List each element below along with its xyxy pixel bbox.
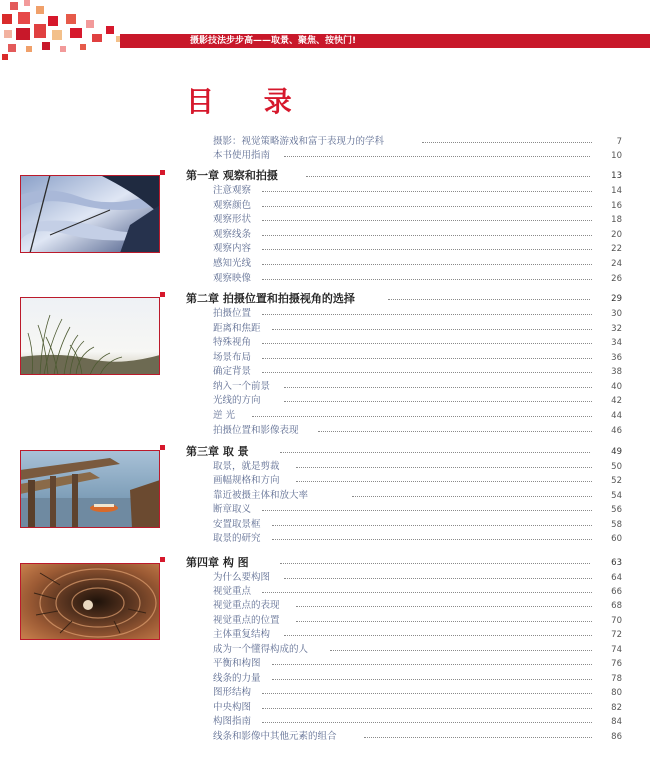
toc-item-row[interactable] bbox=[0, 242, 622, 256]
leader-dots bbox=[388, 299, 590, 300]
toc-page-number: 64 bbox=[611, 573, 622, 583]
toc-page-number: 56 bbox=[611, 505, 622, 515]
toc-item-label: 观察颜色 bbox=[213, 200, 252, 211]
leader-dots bbox=[262, 279, 592, 280]
leader-dots bbox=[252, 416, 592, 417]
toc-page-number: 7 bbox=[616, 137, 622, 147]
leader-dots bbox=[262, 708, 592, 709]
leader-dots bbox=[306, 176, 590, 177]
toc-item-row[interactable] bbox=[0, 380, 622, 394]
toc-item-label: 距离和焦距 bbox=[213, 323, 261, 334]
toc-item-row[interactable] bbox=[0, 532, 622, 546]
toc-item-row[interactable] bbox=[0, 199, 622, 213]
toc-item-label: 成为一个懂得构成的人 bbox=[213, 644, 309, 655]
leader-dots bbox=[296, 621, 592, 622]
toc-item-label: 图形结构 bbox=[213, 687, 252, 698]
toc-page-number: 58 bbox=[611, 520, 622, 530]
toc-item-row[interactable] bbox=[0, 686, 622, 700]
leader-dots bbox=[422, 142, 592, 143]
toc-item-label: 取景，就是剪裁 bbox=[213, 461, 280, 472]
toc-page-number: 66 bbox=[611, 587, 622, 597]
leader-dots bbox=[262, 235, 592, 236]
toc-item-row[interactable] bbox=[0, 394, 622, 408]
toc-item-label: 线条的力量 bbox=[213, 673, 261, 684]
toc-page-number: 70 bbox=[611, 616, 622, 626]
toc-page-number: 50 bbox=[611, 462, 622, 472]
leader-dots bbox=[280, 452, 590, 453]
toc-item-label: 线条和影像中其他元素的组合 bbox=[213, 731, 337, 742]
toc-page-number: 84 bbox=[611, 717, 622, 727]
leader-dots bbox=[284, 635, 592, 636]
leader-dots bbox=[262, 592, 592, 593]
chapter-4-heading[interactable] bbox=[0, 556, 622, 570]
toc-page-number: 72 bbox=[611, 630, 622, 640]
toc-item-label: 纳入一个前景 bbox=[213, 381, 271, 392]
toc-item-label: 主体重复结构 bbox=[213, 629, 271, 640]
toc-item-row[interactable] bbox=[0, 257, 622, 271]
toc-item-row[interactable] bbox=[0, 351, 622, 365]
leader-dots bbox=[284, 156, 590, 157]
toc-page-number: 22 bbox=[611, 244, 622, 254]
chapter-3-heading[interactable] bbox=[0, 445, 622, 459]
toc-item-label: 取景的研究 bbox=[213, 533, 261, 544]
leader-dots bbox=[364, 737, 592, 738]
toc-item-row[interactable] bbox=[0, 585, 622, 599]
toc-item-row[interactable] bbox=[0, 213, 622, 227]
toc-page-number: 34 bbox=[611, 338, 622, 348]
toc-item-row[interactable] bbox=[0, 518, 622, 532]
toc-item-label: 场景布局 bbox=[213, 352, 252, 363]
leader-dots bbox=[262, 722, 592, 723]
toc-item-row[interactable] bbox=[0, 322, 622, 336]
toc-item-label: 摄影：视觉策略游戏和富于表现力的学科 bbox=[213, 136, 385, 147]
toc-title: 目 录 bbox=[186, 85, 312, 118]
chapter-title: 第三章 取 景 bbox=[186, 445, 249, 458]
chapter-title: 第四章 构 图 bbox=[186, 556, 249, 569]
toc-item-label: 视觉重点 bbox=[213, 586, 252, 597]
toc-item-label: 构图指南 bbox=[213, 716, 252, 727]
toc-item-label: 观察形状 bbox=[213, 214, 252, 225]
leader-dots bbox=[272, 525, 592, 526]
toc-item-row[interactable] bbox=[0, 715, 622, 729]
toc-page-number: 32 bbox=[611, 324, 622, 334]
leader-dots bbox=[352, 496, 592, 497]
toc-item-label: 为什么要构图 bbox=[213, 572, 271, 583]
chapter-title: 第一章 观察和拍摄 bbox=[186, 169, 278, 182]
toc-page-number: 26 bbox=[611, 274, 622, 284]
toc-item-row[interactable] bbox=[0, 701, 622, 715]
toc-item-label: 拍摄位置和影像表现 bbox=[213, 425, 299, 436]
toc-page-number: 44 bbox=[611, 411, 622, 421]
toc-page-number: 14 bbox=[611, 186, 622, 196]
toc-page-number: 16 bbox=[611, 201, 622, 211]
leader-dots bbox=[262, 372, 592, 373]
toc-page-number: 20 bbox=[611, 230, 622, 240]
toc-item-label: 光线的方向 bbox=[213, 395, 261, 406]
leader-dots bbox=[272, 679, 592, 680]
toc-item-row[interactable] bbox=[0, 730, 622, 744]
toc-page-number: 42 bbox=[611, 396, 622, 406]
toc-page-number: 24 bbox=[611, 259, 622, 269]
toc-page-number: 68 bbox=[611, 601, 622, 611]
toc-item-row[interactable] bbox=[0, 643, 622, 657]
toc-item-row[interactable] bbox=[0, 503, 622, 517]
toc-page-number: 13 bbox=[611, 171, 622, 181]
leader-dots bbox=[284, 387, 592, 388]
toc-item-row[interactable] bbox=[0, 628, 622, 642]
toc-item-row[interactable] bbox=[0, 672, 622, 686]
toc-page-number: 76 bbox=[611, 659, 622, 669]
toc-page-number: 18 bbox=[611, 215, 622, 225]
leader-dots bbox=[296, 467, 592, 468]
toc-item-row[interactable] bbox=[0, 307, 622, 321]
leader-dots bbox=[284, 401, 592, 402]
toc-page-number: 49 bbox=[611, 447, 622, 457]
leader-dots bbox=[280, 563, 590, 564]
toc-item-label: 视觉重点的位置 bbox=[213, 615, 280, 626]
toc-item-label: 平衡和构图 bbox=[213, 658, 261, 669]
toc-item-label: 观察映像 bbox=[213, 273, 252, 284]
leader-dots bbox=[262, 510, 592, 511]
toc-item-label: 观察内容 bbox=[213, 243, 252, 254]
toc-item-label: 安置取景框 bbox=[213, 519, 261, 530]
toc-item-row[interactable] bbox=[0, 489, 622, 503]
toc-item-row[interactable] bbox=[0, 184, 622, 198]
toc-item-label: 本书使用指南 bbox=[213, 150, 271, 161]
toc-page-number: 29 bbox=[611, 294, 622, 304]
toc-item-row[interactable] bbox=[0, 474, 622, 488]
toc-item-row[interactable] bbox=[0, 614, 622, 628]
toc-item-row[interactable] bbox=[0, 657, 622, 671]
header-mosaic-decoration bbox=[0, 0, 150, 62]
leader-dots bbox=[296, 606, 592, 607]
leader-dots bbox=[262, 343, 592, 344]
toc-item-row[interactable] bbox=[0, 336, 622, 350]
toc-page-number: 82 bbox=[611, 703, 622, 713]
leader-dots bbox=[262, 693, 592, 694]
toc-intro-row[interactable] bbox=[0, 149, 622, 163]
chapter-2-heading[interactable] bbox=[0, 292, 622, 306]
toc-page-number: 78 bbox=[611, 674, 622, 684]
toc-item-row[interactable] bbox=[0, 599, 622, 613]
leader-dots bbox=[284, 578, 592, 579]
leader-dots bbox=[330, 650, 592, 651]
toc-item-label: 靠近被摄主体和放大率 bbox=[213, 490, 309, 501]
leader-dots bbox=[262, 264, 592, 265]
toc-page-number: 74 bbox=[611, 645, 622, 655]
toc-item-label: 画幅规格和方向 bbox=[213, 475, 280, 486]
toc-item-label: 拍摄位置 bbox=[213, 308, 252, 319]
leader-dots bbox=[262, 220, 592, 221]
toc-item-label: 断章取义 bbox=[213, 504, 252, 515]
toc-page-number: 86 bbox=[611, 732, 622, 742]
toc-item-label: 逆 光 bbox=[213, 410, 236, 421]
toc-item-row[interactable] bbox=[0, 228, 622, 242]
toc-item-label: 感知光线 bbox=[213, 258, 252, 269]
toc-item-row[interactable] bbox=[0, 460, 622, 474]
leader-dots bbox=[296, 481, 592, 482]
toc-page-number: 60 bbox=[611, 534, 622, 544]
toc-item-row[interactable] bbox=[0, 365, 622, 379]
toc-intro-row[interactable] bbox=[0, 135, 622, 149]
toc-item-label: 中央构图 bbox=[213, 702, 252, 713]
header-banner-text: 摄影技法步步高——取景、聚焦、按快门! bbox=[190, 36, 357, 46]
chapter-title: 第二章 拍摄位置和拍摄视角的选择 bbox=[186, 292, 355, 305]
toc-page-number: 38 bbox=[611, 367, 622, 377]
leader-dots bbox=[262, 191, 592, 192]
toc-item-label: 视觉重点的表现 bbox=[213, 600, 280, 611]
leader-dots bbox=[272, 539, 592, 540]
toc-page-number: 54 bbox=[611, 491, 622, 501]
toc-page-number: 36 bbox=[611, 353, 622, 363]
leader-dots bbox=[262, 249, 592, 250]
toc-item-row[interactable] bbox=[0, 424, 622, 438]
leader-dots bbox=[318, 431, 592, 432]
leader-dots bbox=[272, 329, 592, 330]
toc-page-number: 46 bbox=[611, 426, 622, 436]
toc-page-number: 63 bbox=[611, 558, 622, 568]
leader-dots bbox=[272, 664, 592, 665]
toc-item-row[interactable] bbox=[0, 272, 622, 286]
toc-item-label: 特殊视角 bbox=[213, 337, 252, 348]
toc-item-label: 确定背景 bbox=[213, 366, 252, 377]
toc-page-number: 40 bbox=[611, 382, 622, 392]
toc-page-number: 30 bbox=[611, 309, 622, 319]
toc-item-label: 观察线条 bbox=[213, 229, 252, 240]
leader-dots bbox=[262, 358, 592, 359]
leader-dots bbox=[262, 206, 592, 207]
toc-page-number: 52 bbox=[611, 476, 622, 486]
chapter-1-heading[interactable] bbox=[0, 169, 622, 183]
toc-page-number: 80 bbox=[611, 688, 622, 698]
toc-item-label: 注意观察 bbox=[213, 185, 252, 196]
leader-dots bbox=[262, 314, 592, 315]
toc-page-number: 10 bbox=[611, 151, 622, 161]
toc-item-row[interactable] bbox=[0, 409, 622, 423]
toc-item-row[interactable] bbox=[0, 571, 622, 585]
